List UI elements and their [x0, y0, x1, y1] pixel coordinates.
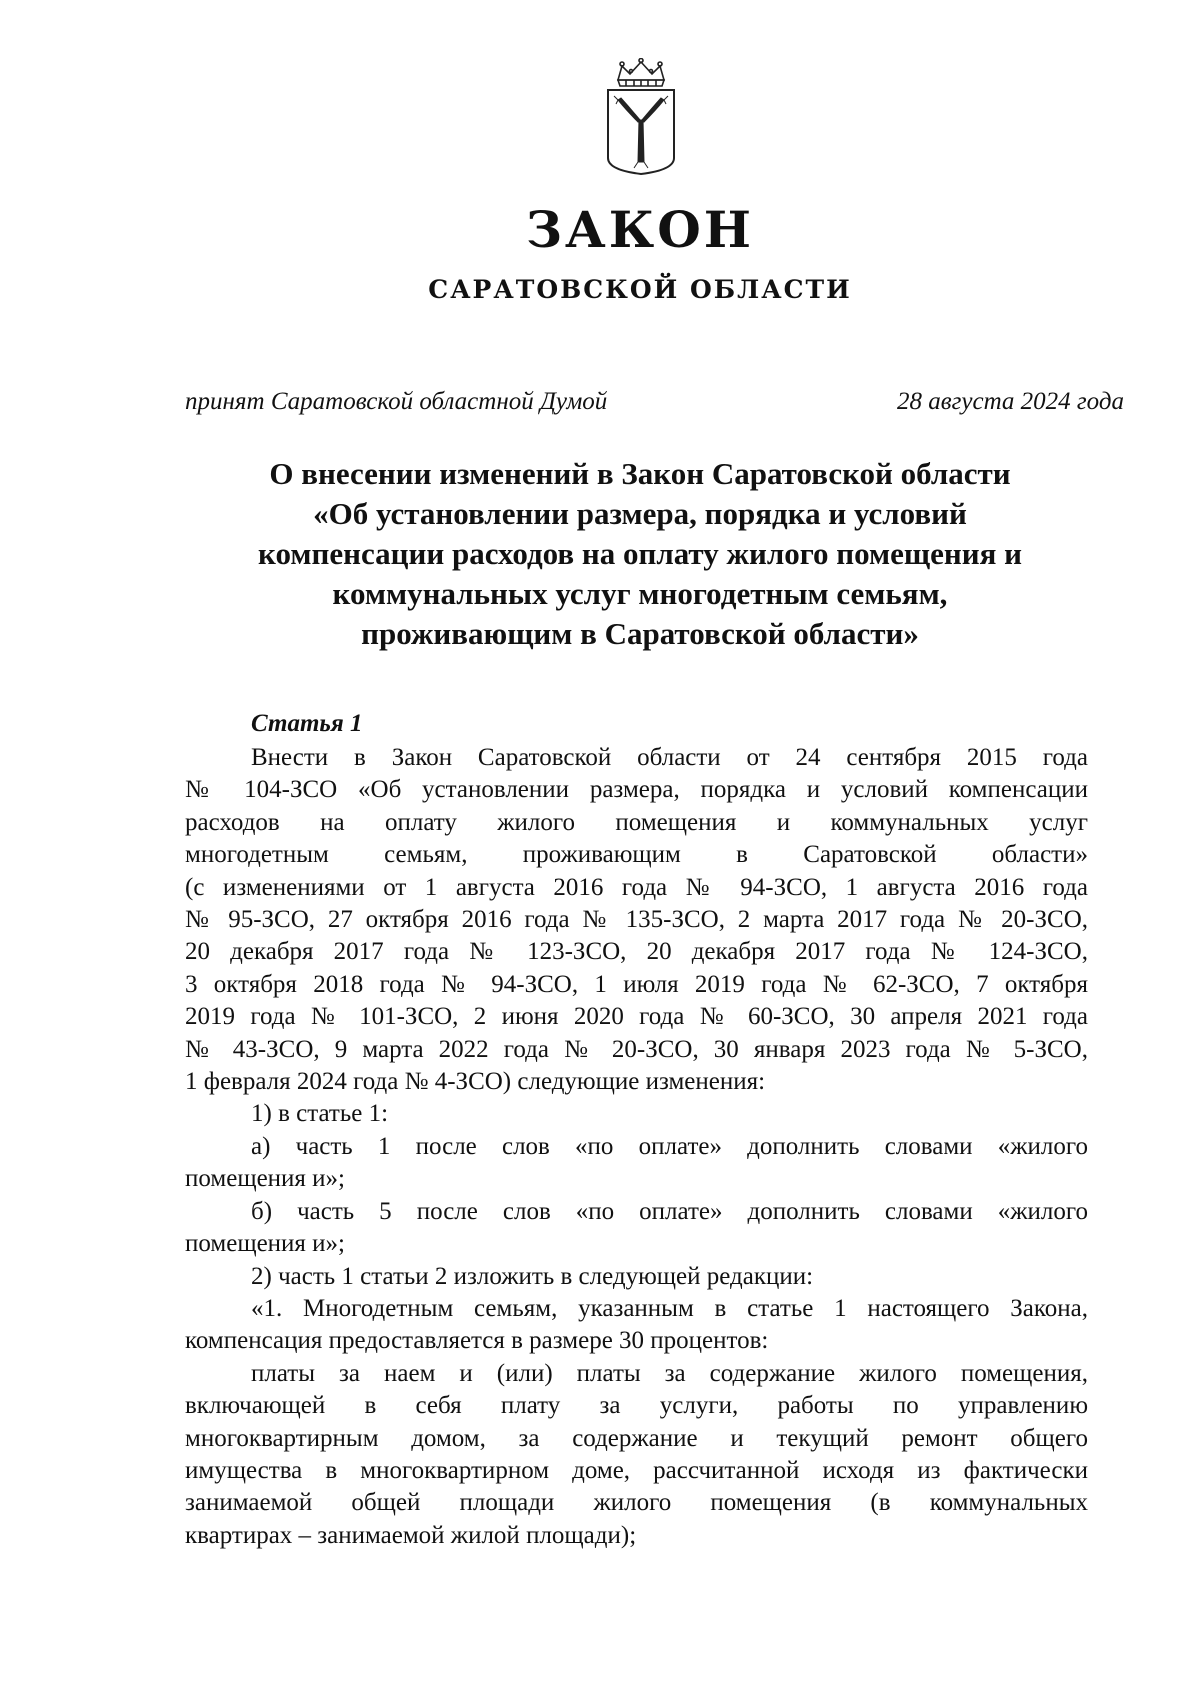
law-title-line: «Об установлении размера, порядка и условий [313, 496, 967, 531]
body-line: имущества в многоквартирном доме, рассчитанной исходя из фактически [185, 1456, 1088, 1484]
article-body [185, 742, 1088, 1552]
body-line: а) часть 1 после слов «по оплате» дополнить словами «жилого [251, 1132, 1088, 1160]
region-subtitle: САРАТОВСКОЙ ОБЛАСТИ [428, 275, 852, 304]
body-line: № 95-ЗСО, 27 октября 2016 года № 135-ЗСО, 2 марта 2017 года № 20-ЗСО, [185, 906, 1088, 934]
body-line: № 104-ЗСО «Об установлении размера, порядка и условий компенсации [185, 776, 1088, 804]
body-line: включающей в себя плату за услуги, работы по управлению [185, 1392, 1088, 1420]
body-line: б) часть 5 после слов «по оплате» дополнить словами «жилого [251, 1197, 1088, 1225]
body-line: расходов на оплату жилого помещения и коммунальных услуг [185, 808, 1088, 836]
body-line: 3 октября 2018 года № 94-ЗСО, 1 июля 2019 года № 62-ЗСО, 7 октября [185, 970, 1088, 998]
article-heading: Статья 1 [251, 710, 363, 737]
body-line: 1 февраля 2024 года № 4-ЗСО) следующие изменения: [185, 1068, 766, 1096]
body-line: помещения и»; [185, 1230, 345, 1258]
body-line: 20 декабря 2017 года № 123-ЗСО, 20 декабря 2017 года № 124-ЗСО, [185, 938, 1088, 966]
adopted-date-text: 28 августа 2024 года [897, 388, 1124, 415]
body-line: (с изменениями от 1 августа 2016 года № 94-ЗСО, 1 августа 2016 года [185, 873, 1088, 901]
body-line: 1) в статье 1: [251, 1100, 389, 1128]
law-title-line: О внесении изменений в Закон Саратовской области [269, 456, 1011, 491]
body-line: компенсация предоставляется в размере 30 процентов: [185, 1327, 769, 1355]
body-line: платы за наем и (или) платы за содержание жилого помещения, [251, 1359, 1088, 1387]
body-line: Внести в Закон Саратовской области от 24 сентября 2015 года [251, 744, 1088, 771]
saratov-coat-of-arms-icon [604, 58, 678, 176]
body-line: квартирах – занимаемой жилой площади); [185, 1521, 637, 1549]
body-line: № 43-ЗСО, 9 марта 2022 года № 20-ЗСО, 30 января 2023 года № 5-ЗСО, [185, 1035, 1088, 1063]
body-line: 2019 года № 101-ЗСО, 2 июня 2020 года № 60-ЗСО, 30 апреля 2021 года [185, 1003, 1088, 1031]
body-line: многодетным семьям, проживающим в Саратовской области» [185, 841, 1088, 869]
law-title-line: проживающим в Саратовской области» [361, 616, 919, 651]
body-line: 2) часть 1 статьи 2 изложить в следующей редакции: [251, 1262, 814, 1290]
law-title-line: коммунальных услуг многодетным семьям, [332, 576, 948, 611]
body-line: помещения и»; [185, 1165, 345, 1193]
law-title [170, 454, 1110, 654]
law-title-line: компенсации расходов на оплату жилого помещения и [258, 536, 1022, 571]
adopted-by-text: принят Саратовской областной Думой [185, 388, 608, 415]
body-line: «1. Многодетным семьям, указанным в статье 1 настоящего Закона, [251, 1294, 1088, 1322]
document-type-title: ЗАКОН [525, 200, 755, 259]
body-line: занимаемой общей площади жилого помещения (в коммунальных [185, 1489, 1088, 1517]
body-line: многоквартирным домом, за содержание и текущий ремонт общего [185, 1424, 1088, 1452]
